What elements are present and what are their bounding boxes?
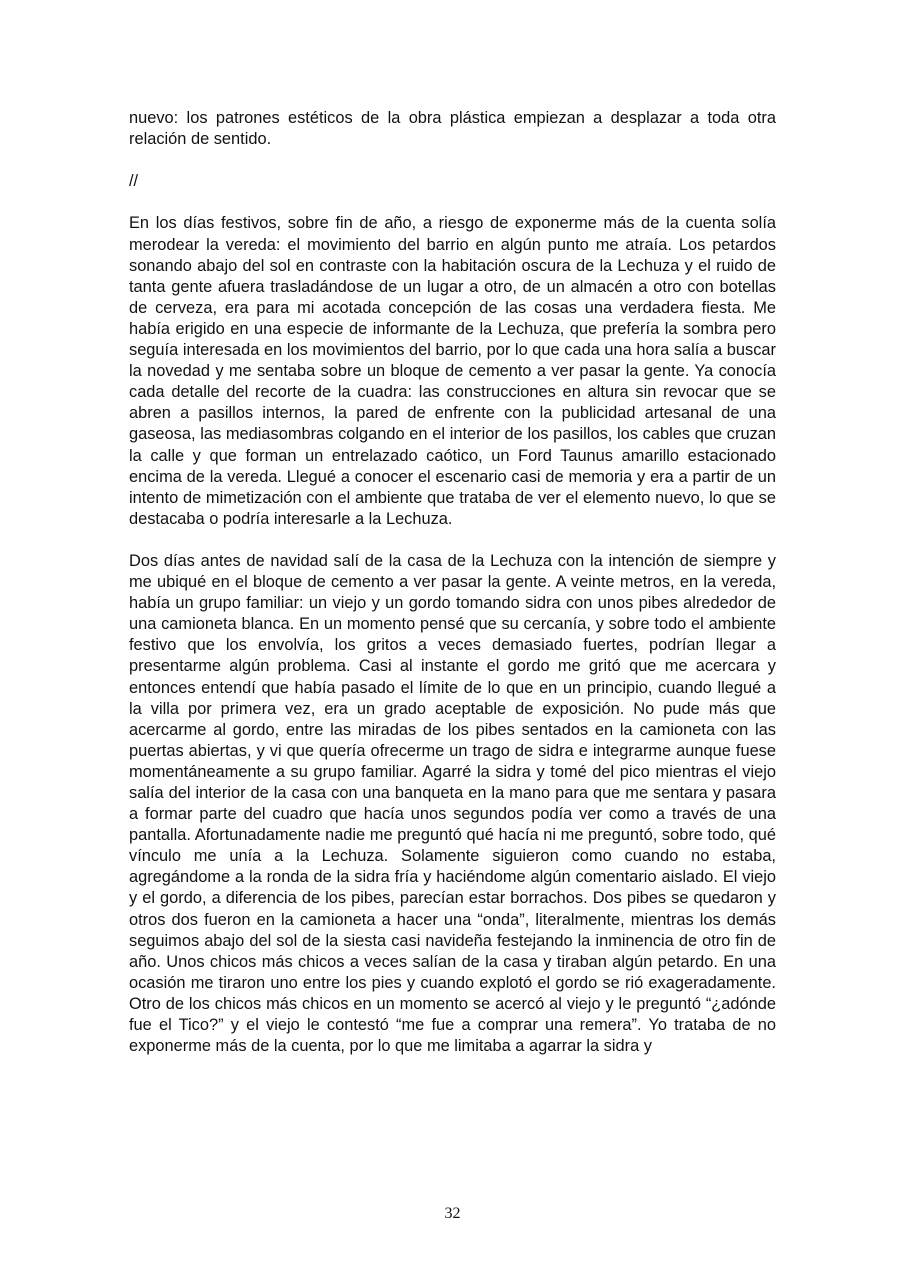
paragraph-festive-days: En los días festivos, sobre fin de año, a riesgo de exponerme más de la cuenta solía merodear la vereda: el movimiento del barrio en algún punto me atraía. Los petardos sonando abajo del sol en contraste con la habitación oscura de la Lechuza y el ruido de tanta gente afuera trasladándose de un lugar a otro, de un almacén a otro con botellas de cerveza, era para mi acotada concepción de las cosas una verdadera fiesta. Me había erigido en una especie de informante de la Lechuza, que prefería la sombra pero seguía interesada en los movimientos del barrio, por lo que cada una hora salía a buscar la novedad y me sentaba sobre un bloque de cemento a ver pasar la gente. Ya conocía cada detalle del recorte de la cuadra: las construcciones en altura sin revocar que se abren a pasillos internos, la pared de enfrente con la publicidad artesanal de una gaseosa, las mediasombras colgando en el interior de los pasillos, los cables que cruzan la calle y que forman un entrelazado caótico, un Ford Taunus amarillo estacionado encima de la vereda. Llegué a conocer el escenario casi de memoria y era a partir de un intento de mimetización con el ambiente que trataba de ver el elemento nuevo, lo que se destacaba o podría interesarle a la Lechuza. [129,214,776,528]
page-number: 32 [444,1205,461,1222]
paragraph-spacer [129,192,776,213]
paragraph-spacer [129,150,776,171]
paragraph-continuation: nuevo: los patrones estéticos de la obra plástica empiezan a desplazar a toda otra relación de sentido. [129,109,776,149]
paragraph-spacer [129,530,776,551]
section-separator: // [129,172,139,191]
body-text [129,108,776,1057]
paragraph-christmas: Dos días antes de navidad salí de la casa de la Lechuza con la intención de siempre y me ubiqué en el bloque de cemento a ver pasar la gente. A veinte metros, en la vereda, había un grupo familiar: un viejo y un gordo tomando sidra con unos pibes alrededor de una camioneta blanca. En un momento pensé que su cercanía, y sobre todo el ambiente festivo que los envolvía, los gritos a veces demasiado fuertes, podrían llegar a presentarme algún problema. Casi al instante el gordo me gritó que me acercara y entonces entendí que había pasado el límite de lo que en un principio, cuando llegué a la villa por primera vez, era un grado aceptable de exposición. No pude más que acercarme al gordo, entre las miradas de los pibes sentados en la camioneta con las puertas abiertas, y vi que quería ofrecerme un trago de sidra e integrarme aunque fuese momentáneamente a su grupo familiar. Agarré la sidra y tomé del pico mientras el viejo salía del interior de la casa con una banqueta en la mano para que me sentara y pasara a formar parte del cuadro que hacía unos segundos podía ver como a través de una pantalla. Afortunadamente nadie me preguntó qué hacía ni me preguntó, sobre todo, qué vínculo me unía a la Lechuza. Solamente siguieron como cuando no estaba, agregándome a la ronda de la sidra fría y haciéndome algún comentario aislado. El viejo y el gordo, a diferencia de los pibes, parecían estar borrachos. Dos pibes se quedaron y otros dos fueron en la camioneta a hacer una “onda”, literalmente, mientras los demás seguimos abajo del sol de la siesta casi navideña festejando la inminencia de otro fin de año. Unos chicos más chicos a veces salían de la casa y tiraban algún petardo. En una ocasión me tiraron uno entre los pies y cuando explotó el gordo se rió exageradamente. Otro de los chicos más chicos en un momento se acercó al viejo y le preguntó “¿adónde fue el Tico?” y el viejo le contestó “me fue a comprar una remera”. Yo trataba de no exponerme más de la cuenta, por lo que me limitaba a agarrar la sidra y [129,551,776,1056]
